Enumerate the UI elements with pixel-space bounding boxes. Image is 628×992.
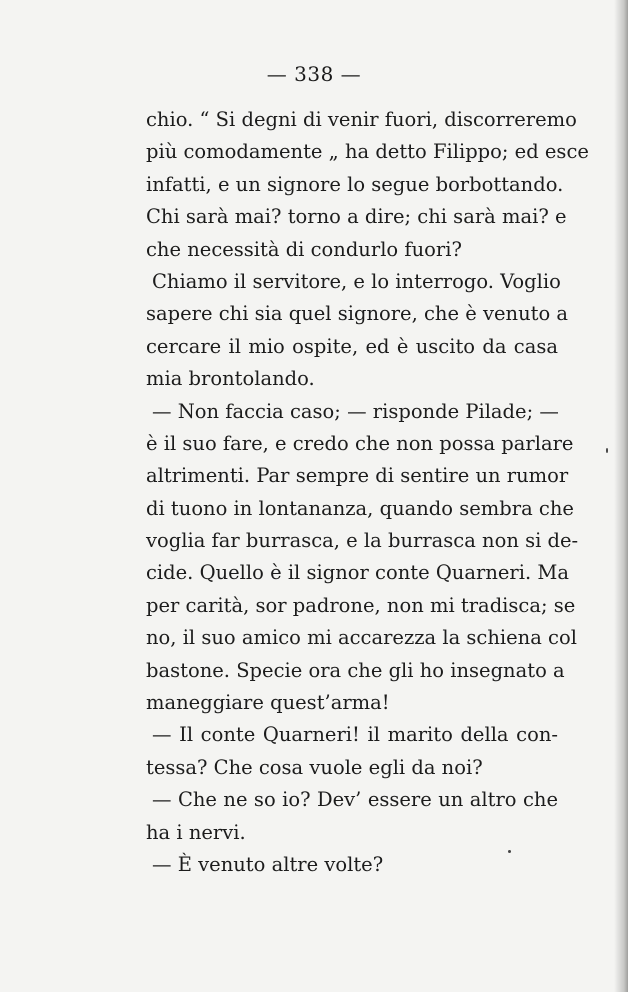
text-line: sapere chi sia quel signore, che è venuto a <box>146 302 569 326</box>
text-line: no, il suo amico mi accarezza la schiena col <box>146 626 577 650</box>
text-line: Chi sarà mai? torno a dire; chi sarà mai? e <box>146 205 567 229</box>
text-line: Chiamo il servitore, e lo interrogo. Voglio <box>152 269 561 293</box>
ink-speck <box>508 850 511 853</box>
body-text <box>146 104 589 881</box>
text-line: — Che ne so io? Dev’ essere un altro che <box>152 788 558 812</box>
text-line: cercare il mio ospite, ed è uscito da casa <box>146 334 558 358</box>
text-line: tessa? Che cosa vuole egli da noi? <box>146 755 483 779</box>
ink-speck <box>606 448 608 453</box>
text-line: cide. Quello è il signor conte Quarneri. Ma <box>146 561 569 585</box>
page-number: — 338 — <box>266 62 362 86</box>
text-line: chio. “ Si degni di venir fuori, discorreremo <box>146 108 577 131</box>
text-line: che necessità di condurlo fuori? <box>146 237 462 261</box>
text-line: altrimenti. Par sempre di sentire un rumor <box>146 464 569 488</box>
text-line: ha i nervi. <box>146 820 246 844</box>
text-line: più comodamente „ ha detto Filippo; ed esce <box>146 140 589 164</box>
text-line: è il suo fare, e credo che non possa parlare <box>146 431 574 455</box>
text-line: bastone. Specie ora che gli ho insegnato a <box>146 658 565 682</box>
text-line: per carità, sor padrone, non mi tradisca; se <box>146 593 576 617</box>
text-line: voglia far burrasca, e la burrasca non si de- <box>146 529 579 553</box>
text-line: di tuono in lontananza, quando sembra che <box>146 496 574 520</box>
text-line: mia brontolando. <box>146 367 315 391</box>
text-line: maneggiare quest’arma! <box>146 691 390 715</box>
text-line: — È venuto altre volte? <box>152 852 384 876</box>
text-line: — Non faccia caso; — risponde Pilade; — <box>152 399 559 423</box>
text-line: — Il conte Quarneri! il marito della con- <box>152 723 558 747</box>
text-line: infatti, e un signore lo segue borbottando. <box>146 172 564 196</box>
